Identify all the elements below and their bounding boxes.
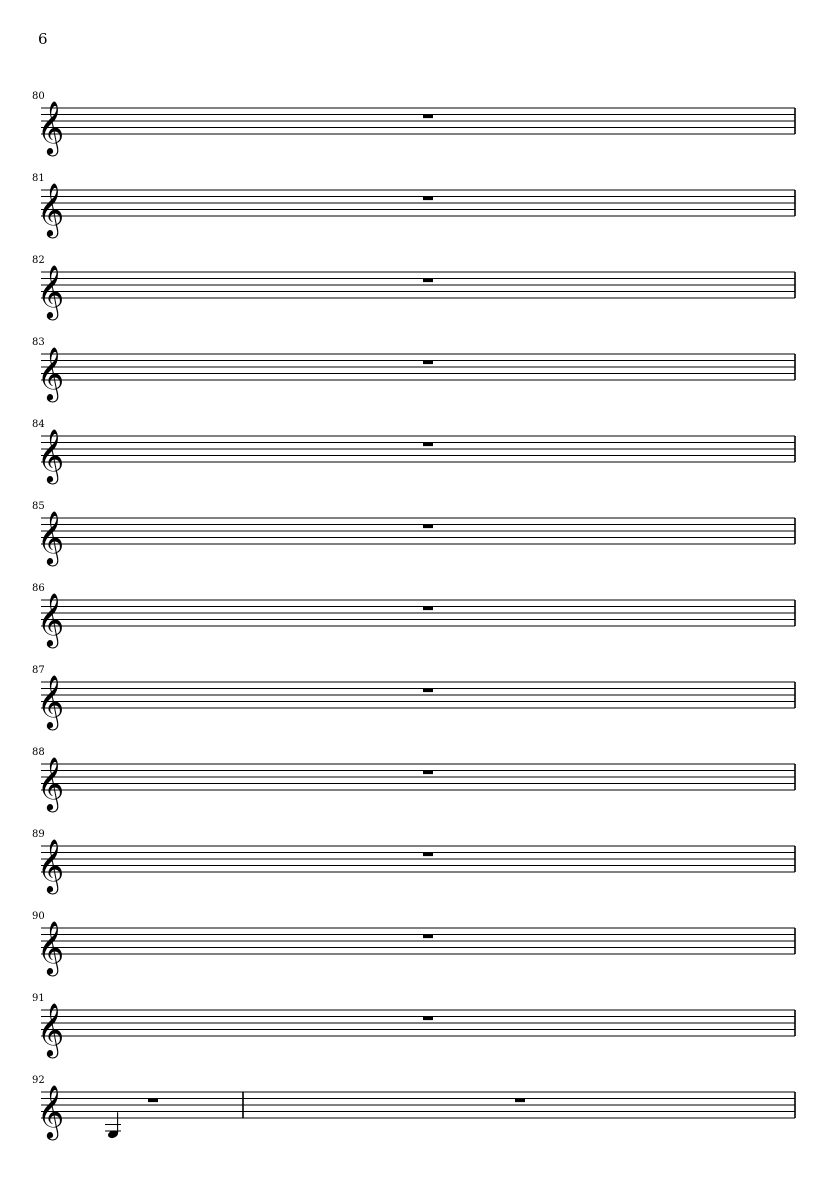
staff-system — [32, 501, 795, 566]
page-number: 6 — [38, 30, 48, 48]
treble-clef-icon: 𝄞 — [37, 428, 65, 482]
measure-number: 81 — [32, 173, 45, 184]
whole-rest — [423, 197, 433, 201]
staff-system — [32, 911, 795, 976]
treble-clef-icon: 𝄞 — [37, 592, 65, 646]
treble-clef-icon: 𝄞 — [37, 346, 65, 400]
whole-rest — [423, 361, 433, 365]
staff-system — [32, 747, 795, 812]
whole-rest — [423, 771, 433, 775]
staff-system — [32, 583, 795, 648]
whole-rest — [423, 1017, 433, 1021]
treble-clef-icon: 𝄞 — [37, 182, 65, 236]
treble-clef-icon: 𝄞 — [37, 920, 65, 974]
whole-rest — [423, 279, 433, 283]
measure-number: 86 — [32, 583, 45, 594]
whole-rest — [423, 115, 433, 119]
treble-clef-icon: 𝄞 — [37, 100, 65, 154]
staff-system — [32, 829, 795, 894]
staff-system — [32, 993, 795, 1058]
staff-system — [32, 419, 795, 484]
treble-clef-icon: 𝄞 — [37, 1084, 65, 1138]
measure-number: 87 — [32, 665, 45, 676]
measure-number: 85 — [32, 501, 45, 512]
measure-number: 92 — [32, 1075, 45, 1086]
whole-rest — [148, 1099, 158, 1103]
whole-rest — [423, 443, 433, 447]
measure-number: 83 — [32, 337, 45, 348]
staff-system — [32, 337, 795, 402]
staff-system — [32, 255, 795, 320]
measure-number: 90 — [32, 911, 45, 922]
whole-rest — [423, 853, 433, 857]
measure-number: 91 — [32, 993, 45, 1004]
measure-number: 82 — [32, 255, 45, 266]
staff-system — [32, 1075, 795, 1140]
staff-system — [32, 173, 795, 238]
whole-rest — [515, 1099, 525, 1103]
staff-system — [32, 665, 795, 730]
whole-rest — [423, 525, 433, 529]
staff-system — [32, 91, 795, 156]
whole-rest — [423, 607, 433, 611]
treble-clef-icon: 𝄞 — [37, 264, 65, 318]
measure-number: 89 — [32, 829, 45, 840]
treble-clef-icon: 𝄞 — [37, 510, 65, 564]
measure-number: 80 — [32, 91, 45, 102]
treble-clef-icon: 𝄞 — [37, 838, 65, 892]
whole-rest — [423, 935, 433, 939]
whole-rest — [423, 689, 433, 693]
measure-number: 88 — [32, 747, 45, 758]
treble-clef-icon: 𝄞 — [37, 756, 65, 810]
treble-clef-icon: 𝄞 — [37, 674, 65, 728]
measure-number: 84 — [32, 419, 45, 430]
treble-clef-icon: 𝄞 — [37, 1002, 65, 1056]
